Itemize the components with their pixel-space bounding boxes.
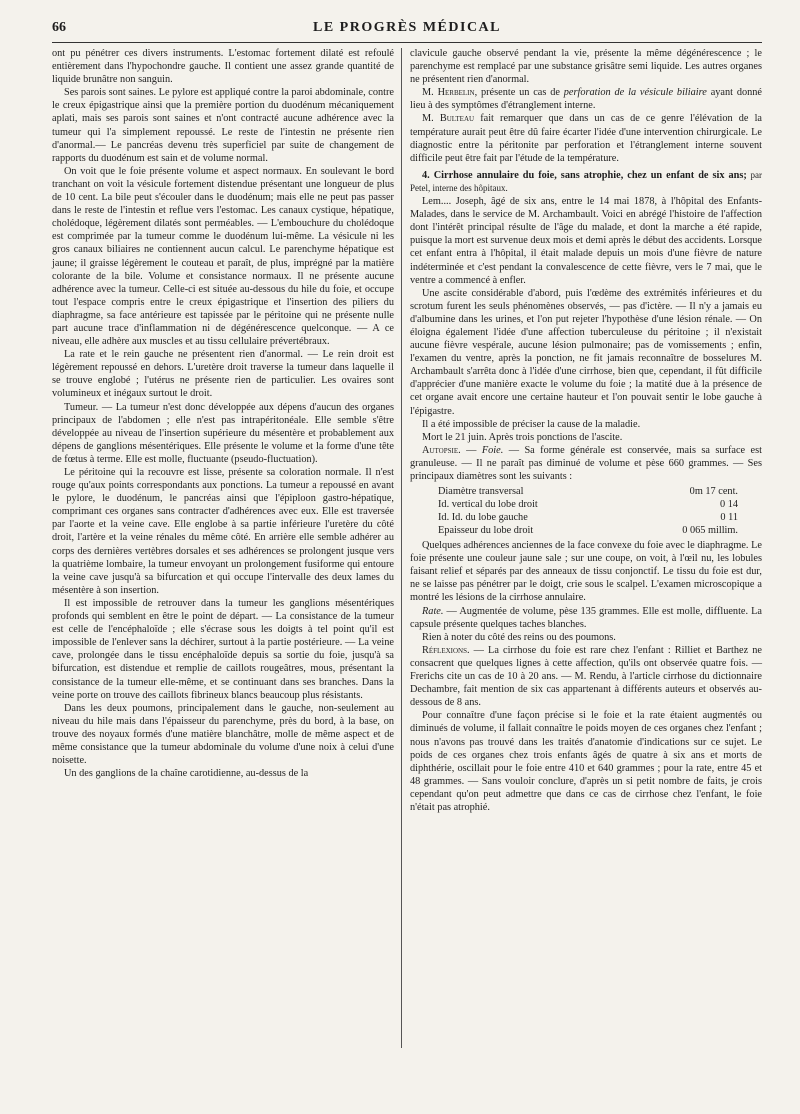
author-name: M. Herbelin	[422, 87, 475, 99]
table-row: Diamètre transversal 0m 17 cent.	[438, 486, 738, 498]
paragraph: Un des ganglions de la chaîne carotidienne, au-dessus de la	[64, 768, 309, 780]
author-name: M. Bulteau	[422, 113, 475, 125]
table-row: Id. Id. du lobe gauche 0 11	[438, 512, 738, 524]
page-header	[52, 20, 762, 43]
journal-title: LE PROGRÈS MÉDICAL	[312, 20, 502, 35]
section-author: par Petel, interne des hôpitaux.	[410, 169, 762, 193]
rate-label: Rate.	[422, 605, 444, 617]
paragraph: ont pu pénétrer ces divers instruments. L'estomac fortement dilaté est refoulé entièrement dans l'hypochondre gauche. Il contient une assez grande quantité de liquide brunâtre non sanguin.	[52, 48, 394, 86]
autopsie-label: Autopsie.	[422, 444, 461, 456]
case-title: perforation de la vésicule biliaire	[563, 87, 707, 99]
paragraph: Tumeur. — La tumeur n'est donc développée aux dépens d'aucun des organes principaux de l'abdomen ; elle n'est pas intrapéritonéale. Elle semble s'être développée au niveau de l'insertion supérieure du mésentère et probablement aux dépens de ganglions mésentériques. Elle présente le volume et la forme d'une tête de fœtus à terme. Elle est molle, fluctuante (pseudo-fluctuation).	[52, 401, 394, 465]
paragraph: On voit que le foie présente volume et aspect normaux. En soulevant le bord tranchant on voit la vésicule fortement distendue présentant une longueur de plus de 10 cent. La bile peut s'écouler dans le duodénum; mais elle ne peut pas passer dans le reste de l'intestin et reflue vers l'estomac. Les canaux cystique, hépatique, cholédoque, légèrement dilatés sont perméables. — L'embouchure du cholédoque est comprimée par la tumeur comme le duodénum lui-même. La vésicule ni les gros canaux biliaires ne contiennent aucun calcul. Le parenchyme hépatique est jaune; il graisse légèrement le couteau et paraît, de plus, imprégné par la matière colorante de la bile. Volume et consistance normaux. Il ne présente aucune adhérence avec la tumeur. Celle-ci est située au-dessous du hile du foie, et occupe tout l'espace compris entre le creux épigastrique et l'insertion des piliers du diaphragme, sa face antérieure est tapissée par le péritoine qui ne présente nulle part aucune trace d'inflammation ni de dégénérescence quelconque. — A ce niveau, elle adhère aux muscles et au tissu cellulaire prévertébraux.	[52, 165, 394, 348]
paragraph: Lem.... Joseph, âgé de six ans, entre le 14 mai 1878, à l'hôpital des Enfants-Malades, dans le service de M. Archambault. Voici en abrégé l'histoire de l'affection dont l'intérêt principal résulte de l'âge du malade, et dont la marche a été rapide, puisque la mort est survenue deux mois et demi après le début des accidents. Lorsque cet enfant entra à l'hôpital, il était malade depuis un mois d'une fièvre de nature indéterminée et c'est pendant la convalescence de cette fièvre, vers le 7 mai, que le ventre a commencé à enfler.	[410, 196, 762, 286]
paragraph: Mort le 21 juin. Après trois ponctions de l'ascite.	[422, 431, 623, 443]
autopsie-paragraph: Autopsie. — Foie. — Sa forme générale est conservée, mais sa surface est granuleuse. — Il ne paraît pas diminué de volume et pèse 660 grammes. — Ses principaux diamètres sont les suivants :	[410, 444, 762, 482]
paragraph: Il a été impossible de préciser la cause de la maladie.	[422, 418, 641, 430]
paragraph: Le péritoine qui la recouvre est lisse, présente sa coloration normale. Il n'est rouge qu'aux points correspondants aux ponctions. La tumeur a repoussé en avant le pylore, le duodénum, le pancréas ainsi que l'épiploon gastro-hépatique, comprimant ces organes sans contracter d'adhérences avec eux. Elle est traversée par l'aorte et la veine cave. Elle englobe à sa partie inférieure l'uretère du côté droit, l'artère et la veine rénales du même côté. En arrière elle semble adhérer au corps des dernières vertèbres dorsales et ses adhérences se prolongent jusque vers la quatrième lombaire, la tumeur envoyant un prolongement fusiforme qui entoure la veine cave jusqu'à sa bifurcation et qui occupe l'intervalle des deux lames du mésentère à son insertion.	[52, 467, 394, 596]
paragraph: Il est impossible de retrouver dans la tumeur les ganglions mésentériques profonds qui semblent en être le point de départ. — La consistance de la tumeur est celle de l'encéphaloïde ; elle s'écrase sous les doigts à tel point qu'il est impossible de l'enlever sans la déchirer, surtout à la partie postérieure. — La veine cave, prolongée dans le tissu encéphaloïde depuis sa sortie du foie, jusqu'à sa bifurcation, est distendue et remplie de caillots rougeâtres, mous, présentant la consistance de la tumeur elle-même, et se continuant dans ses branches. Dans la veine porte on trouve des caillots fibrineux blancs beaucoup plus résistants.	[52, 597, 394, 701]
bulteau-paragraph: M. Bulteau fait remarquer que dans un cas de ce genre l'élévation de la température aurait peut être dû faire écarter l'idée d'une intervention chirurgicale. Le diagnostic entre la péritonite par perforation et l'étranglement interne souvent difficile peut être fait par l'étude de la température.	[410, 113, 762, 164]
table-row: Id. vertical du lobe droit 0 14	[438, 499, 738, 511]
paragraph: Pour connaître d'une façon précise si le foie et la rate étaient augmentés ou diminués de volume, il fallait connaître le poids moyen de ces organes chez l'enfant ; nous n'avons pas trouvé dans les traités d'anatomie d'indications sur ce sujet. Le poids de ces organes chez trois enfants âgés de quatre à six ans et morts de diphthérie, oscillait pour le foie entre 410 et 640 grammes ; pour la rate, entre 45 et 48 grammes. — Sans vouloir conclure, d'après un si petit nombre de faits, je crois cependant qu'on peut admettre que dans ce cas de cirrhose chez l'enfant, le foie n'était pas atrophié.	[410, 710, 762, 813]
page-number: 66	[52, 20, 66, 35]
section-title: 4. Cirrhose annulaire du foie, sans atrophie, chez un enfant de six ans;	[422, 169, 747, 181]
dimensions-table	[438, 485, 738, 537]
paragraph: Rien à noter du côté des reins ou des poumons.	[422, 631, 616, 643]
organ-label: Foie.	[481, 444, 504, 456]
paragraph: Dans les deux poumons, principalement dans le gauche, non-seulement au niveau du hile mais dans l'épaisseur du parenchyme, près du bord, à la base, on trouve des noyaux formés d'une matière blanchâtre, molle de même aspect et de même consistance que la tumeur abdominale du volume d'une noix à celui d'une noisette.	[52, 702, 394, 767]
paragraph: Quelques adhérences anciennes de la face convexe du foie avec le diaphragme. Le foie présente une couleur jaune sale ; sur une coupe, on voit, à l'œil nu, les lobules faisant relief et séparés par des anneaux de tissu conjonctif. Le tissu du foie est dur, ne se laisse pas pénétrer par le doigt, crie sous le scalpel. L'examen microscopique a montré les lésions de la cirrhose annulaire.	[410, 540, 762, 604]
column-divider	[401, 48, 402, 1048]
paragraph: Une ascite considérable d'abord, puis l'œdème des extrémités inférieures et du scrotum furent les seuls phénomènes observés, — pas d'ictère. — Il n'y a jamais eu d'albumine dans les urines, et l'on put rejeter l'hypothèse d'une lésion rénale. — On éloigna également l'idée d'une affection tuberculeuse du péritoine ; il n'existait aucune fièvre vespérale, aucune lésion pulmonaire; pas de vomissements ; enfin, l'examen du ventre, après la ponction, ne fit jamais reconnaître de bosselures M. Archambault s'arrêta donc à l'idée d'une cirrhose, bien que, cependant, il fût difficile d'apprécier d'une manière exacte le volume du foie ; la matité due à la présence de cet organe avait encore une certaine hauteur et l'on pouvait sentir le lobe gauche à l'épigastre.	[410, 287, 762, 417]
paragraph: Ses parois sont saines. Le pylore est appliqué contre la paroi abdominale, contre le creux épigastrique ainsi que la première portion du duodénum mécaniquement aplati, mais ses parois sont saines et n'ont contracté aucune adhérence avec la tumeur qui l'a simplement repoussé. Le reste de l'intestin ne présente rien d'anormal.— Le pancréas devenu très superficiel par suite de changement de rapports du duodénum est sain et de volume normal.	[52, 87, 394, 164]
paragraph: La rate et le rein gauche ne présentent rien d'anormal. — Le rein droit est légèrement repoussé en dehors. L'uretère droit traverse la tumeur dans laquelle il se trouve englobé ; l'utérus ne présente rien de particulier. Les ovaires sont volumineux et inégaux surtout le droit.	[52, 349, 394, 400]
paragraph: clavicule gauche observé pendant la vie, présente la même dégénérescence ; le parenchyme est remplacé par une substance grisâtre semi liquide. Les autres organes ne présentent rien d'anormal.	[410, 48, 762, 86]
table-row: Epaisseur du lobe droit 0 065 millim.	[438, 525, 738, 537]
right-column	[410, 47, 762, 814]
reflexions-paragraph: Réflexions. — La cirrhose du foie est rare chez l'enfant : Rilliet et Barthez ne consacrent que quelques lignes à cette affection, qu'ils ont observée quatre fois. — Frerichs cite un cas de 10 à 20 ans. — M. Rendu, à l'article cirrhose du dictionnaire Dechambre, fait mention de six cas appartenant à différents auteurs et observés au-dessous de 8 ans.	[410, 644, 762, 709]
reflexions-label: Réflexions.	[422, 644, 470, 656]
left-column	[52, 47, 394, 780]
section-heading	[410, 169, 762, 195]
rate-paragraph: Rate. — Augmentée de volume, pèse 135 grammes. Elle est molle, diffluente. La capsule présente quelques taches blanches.	[410, 605, 762, 630]
herbelin-paragraph: M. Herbelin, présente un cas de perforation de la vésicule biliaire ayant donné lieu à des symptômes d'étranglement interne.	[410, 87, 762, 112]
